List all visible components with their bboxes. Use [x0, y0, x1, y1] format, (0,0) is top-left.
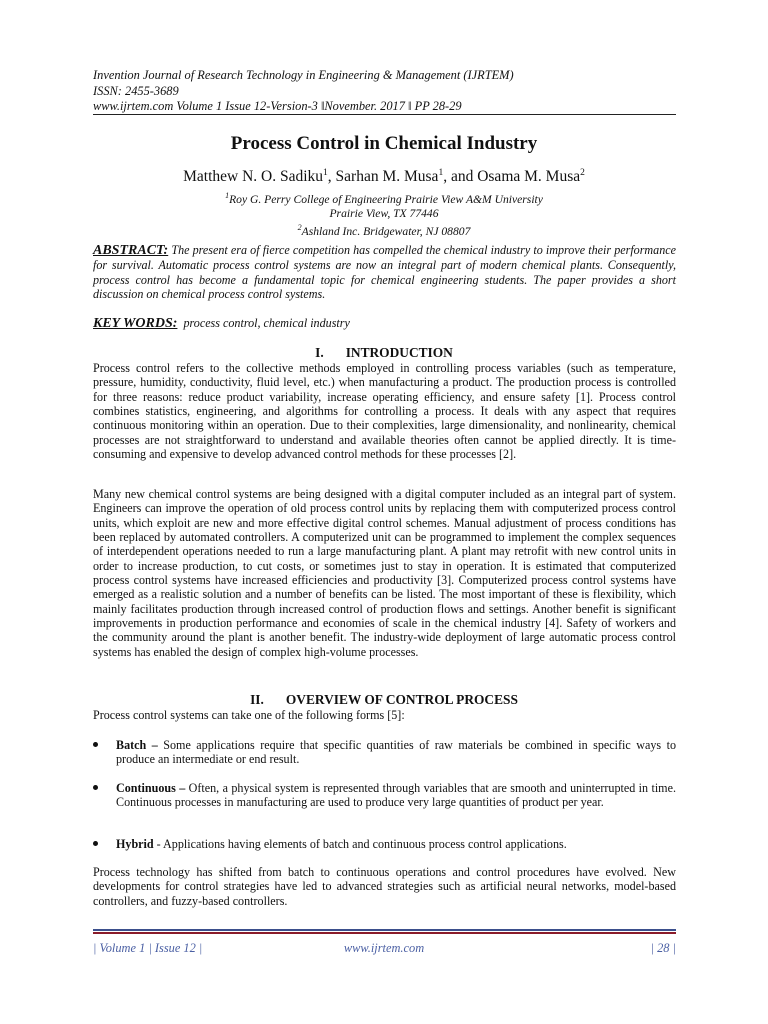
bullet-hybrid-desc: - Applications having elements of batch and continuous process control applications.	[153, 837, 567, 851]
affiliation-2-sup: 2	[297, 223, 302, 233]
journal-header	[93, 68, 683, 115]
affiliation-2	[0, 221, 768, 239]
bullet-dot-icon	[93, 841, 98, 846]
bullet-batch-text	[116, 738, 676, 767]
section-heading-overview	[0, 692, 768, 708]
abstract-label: ABSTRACT:	[93, 243, 169, 258]
author-2: , Sarhan M. Musa	[327, 168, 439, 186]
section-1-number: I.	[315, 345, 324, 360]
abstract	[93, 243, 676, 302]
paragraph-process-technology: Process technology has shifted from batch to continuous operations and control procedures have evolved. New developments for control strategies have led to advanced strategies such as artificial neural networks, model-based controllers, and fuzzy-based controllers.	[93, 865, 676, 908]
footer-volume-issue: | Volume 1 | Issue 12 |	[93, 941, 203, 955]
footer-rule-red	[93, 932, 676, 934]
keywords-text: process control, chemical industry	[183, 316, 350, 330]
author-3: , and Osama M. Musa	[443, 168, 581, 186]
bullet-dot-icon	[93, 785, 98, 790]
author-1-sup: 1	[323, 168, 328, 178]
footer-website: www.ijrtem.com	[343, 941, 425, 955]
bullet-hybrid-text	[116, 837, 676, 851]
paragraph-intro-1: Process control refers to the collective methods employed in controlling process variables (such as temperature, pressure, humidity, conductivity, fluid level, etc.) when manufacturing a product. The production process is controlled for three reasons: reduce product variability, increase operating efficiency, and ensure safety [1]. Process control combines statistics, engineering, and algorithms for controlling a process. It deals with any aspect that requires continuous monitoring within an operation. Due to their complexities, large dimensionality, and nonlinearity, chemical processes are not straightforward to understand and available theories often cannot be applied directly. It is time-consuming and expensive to develop advanced control methods for these processes [2].	[93, 361, 676, 462]
footer-page-number: | 28 |	[650, 941, 676, 955]
paper-title: Process Control in Chemical Industry	[230, 133, 538, 154]
keywords	[93, 316, 676, 332]
abstract-text: The present era of fierce competition has compelled the chemical industry to improve their performance for survival. Automatic process control systems are now an integral part of modern chemical plants. Consequently, process control has become a fundamental topic for chemical engineering students. The paper provides a short discussion on chemical process control systems.	[93, 243, 676, 302]
journal-issn: ISSN: 2455-3689	[93, 83, 179, 98]
header-rule	[93, 114, 676, 115]
affiliation-1-text: Roy G. Perry College of Engineering Prairie View A&M University	[229, 192, 543, 206]
affiliations	[0, 189, 768, 239]
author-line	[0, 168, 768, 186]
journal-name: Invention Journal of Research Technology in Engineering & Management (IJRTEM)	[93, 68, 514, 82]
author-2-sup: 1	[438, 168, 444, 178]
author-3-sup: 2	[580, 168, 585, 178]
author-1: Matthew N. O. Sadiku	[183, 168, 324, 186]
keywords-label: KEY WORDS:	[93, 316, 178, 331]
section-heading-introduction	[0, 345, 768, 361]
section-1-title: INTRODUCTION	[345, 345, 453, 360]
bullet-continuous-desc: Often, a physical system is represented through variables that are smooth and uninterrupted in time. Continuous processes in manufacturing are used to produce very large quantities of product per year.	[116, 781, 676, 810]
affiliation-1	[0, 189, 768, 207]
section-2-number: II.	[250, 692, 264, 707]
affiliation-1-address: Prairie View, TX 77446	[329, 207, 439, 221]
bullet-hybrid-term: Hybrid	[116, 837, 154, 851]
paragraph-intro-2: Many new chemical control systems are being designed with a digital computer included as an integral part of system. Engineers can improve the operation of old process control units by replacing them with computerized process control units, which exploit are new and more effective digital control schemes. Manual adjustment of process conditions has been replaced by automated controllers. A computerized unit can be programmed to implement the complex sequences of interdependent operations needed to run a large manufacturing plant. A plant may retrofit with new control units in order to increase production, to cut costs, or sometimes just to stay in operation. It is estimated that computerized process control systems have increased efficiencies and productivity [3]. Computerized process control systems have emerged as a realistic solution and a number of benefits can be listed. The most important of these is flexibility, which mainly facilitates production through increased control of production flows and settings. Another benefit is significant improvements in production performance and economies of scale in the chemical industry [4]. Safety of workers and the community around the plant is another benefit. The industry-wide deployment of large automatic process control systems has enabled the design of complex high-volume processes.	[93, 487, 676, 659]
affiliation-1-sup: 1	[225, 191, 230, 200]
section-2-title: OVERVIEW OF CONTROL PROCESS	[285, 692, 518, 707]
bullet-continuous-text	[116, 781, 676, 810]
footer-rule-blue	[93, 929, 676, 931]
bullet-hybrid	[93, 837, 676, 851]
bullet-batch-term: Batch –	[116, 738, 158, 752]
bullet-continuous	[93, 781, 676, 810]
bullet-batch-desc: Some applications require that specific quantities of raw materials be combined in specific ways to produce an intermediate or end result.	[116, 738, 677, 767]
bullet-batch	[93, 738, 676, 767]
affiliation-2-text: Ashland Inc. Bridgewater, NJ 08807	[301, 225, 471, 239]
bullet-dot-icon	[93, 742, 98, 747]
journal-volume-line: www.ijrtem.com Volume 1 Issue 12-Version-3 ǁNovember. 2017 ǁ PP 28-29	[93, 99, 462, 113]
bullet-continuous-term: Continuous –	[116, 781, 186, 795]
paragraph-forms-intro: Process control systems can take one of the following forms [5]:	[93, 708, 405, 722]
